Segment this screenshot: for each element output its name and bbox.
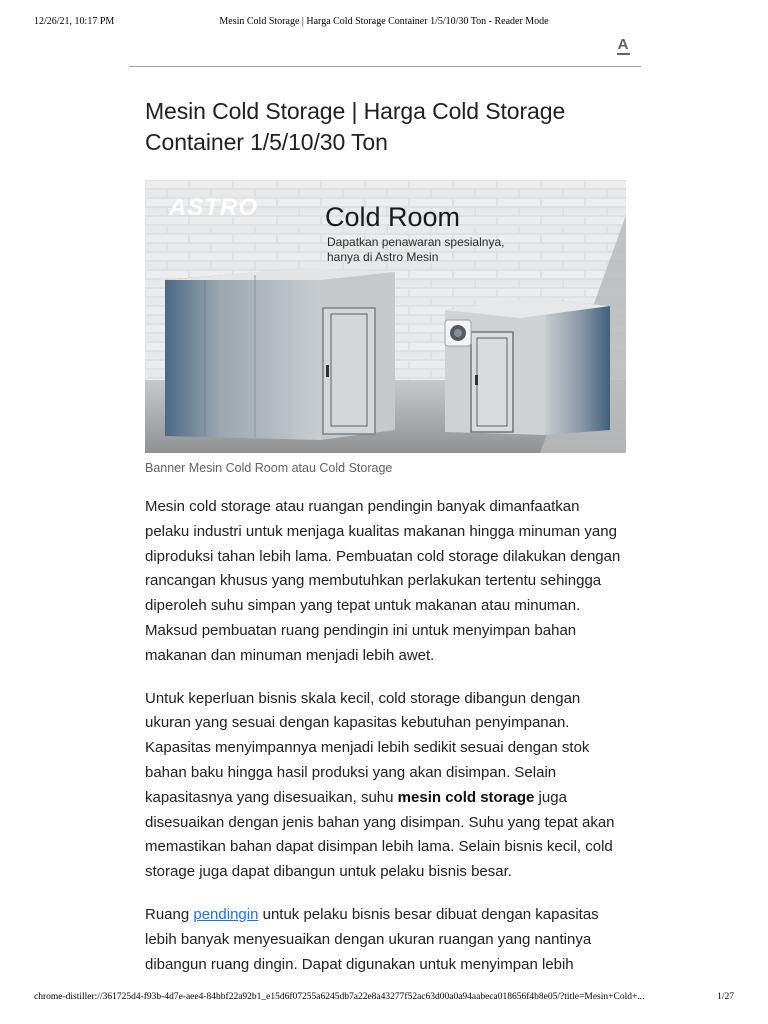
reader-toolbar [129, 36, 641, 67]
print-footer [0, 992, 768, 1006]
cold-room-left [165, 268, 395, 440]
paragraph-1: Mesin cold storage atau ruangan pendingin banyak dimanfaatkan pelaku industri untuk menjaga kualitas makanan hingga minuman yang diproduksi tahan lebih lama. Pembuatan cold storage dilakukan dengan rancangan khusus yang membutuhkan perlakukan tertentu sehingga diperoleh suhu simpan yang tepat untuk makanan atau minuman. Maksud pembuatan ruang pendingin ini untuk menyimpan bahan makanan dan minuman menjadi lebih awet. [145, 498, 621, 664]
paragraph-2-bold: mesin cold storage [397, 788, 535, 806]
font-settings-button[interactable] [615, 38, 631, 56]
print-url: chrome-distiller://361725d4-f93b-4d7e-aee4-84bbf22a92b1_e15d6f07255a6245db7a22e8a43277f52ac63d00a0a94aabeca018656f4b8e05/?title=Mesin+Cold+... [34, 992, 645, 1002]
paragraph-2-text-a: Untuk keperluan bisnis skala kecil, cold storage dibangun dengan ukuran yang sesuai dengan kapasitas kebutuhan penyimpanan. Kapasitas menyimpannya menjadi lebih sedikit sesuai dengan stok bahan baku hingga hasil produksi yang akan disimpan. Selain kapasitasnya yang disesuaikan, suhu [145, 689, 590, 806]
paragraph-3 [145, 903, 627, 977]
banner-heading: Cold Room [325, 202, 461, 232]
print-datetime: 12/26/21, 10:17 PM [34, 16, 115, 27]
banner-subtext-line1: Dapatkan penawaran spesialnya, [327, 235, 505, 249]
font-size-icon-underline [617, 53, 630, 55]
print-header [0, 16, 768, 32]
banner-image [145, 180, 626, 453]
print-page-number: 1/27 [717, 992, 734, 1002]
banner-logo: ASTRO [169, 194, 258, 221]
pendingin-link[interactable]: pendingin [193, 905, 259, 923]
cold-room-right [445, 298, 610, 435]
print-page-title: Mesin Cold Storage | Harga Cold Storage Container 1/5/10/30 Ton - Reader Mode [219, 16, 549, 27]
image-caption: Banner Mesin Cold Room atau Cold Storage [145, 461, 393, 475]
banner-subtext-line2: hanya di Astro Mesin [327, 250, 439, 264]
font-size-icon: A [617, 36, 629, 53]
paragraph-3-text-a: Ruang [145, 905, 194, 923]
article-title: Mesin Cold Storage | Harga Cold Storage Container 1/5/10/30 Ton [145, 98, 566, 155]
banner-subtext [327, 235, 527, 265]
paragraph-2 [145, 687, 627, 885]
article [145, 96, 627, 977]
paragraph-3-text-b: untuk pelaku bisnis besar dibuat dengan kapasitas lebih banyak menyesuaikan dengan ukuran ruangan yang nantinya dibangun ruang dingin. Dapat digunakan untuk menyimpan lebih [145, 905, 599, 973]
paragraph-2-text-b: juga disesuaikan dengan jenis bahan yang disimpan. Suhu yang tepat akan memastikan bahan dapat disimpan lebih lama. Selain bisnis kecil, cold storage juga dapat dibangun untuk pelaku bisnis besar. [145, 788, 615, 881]
